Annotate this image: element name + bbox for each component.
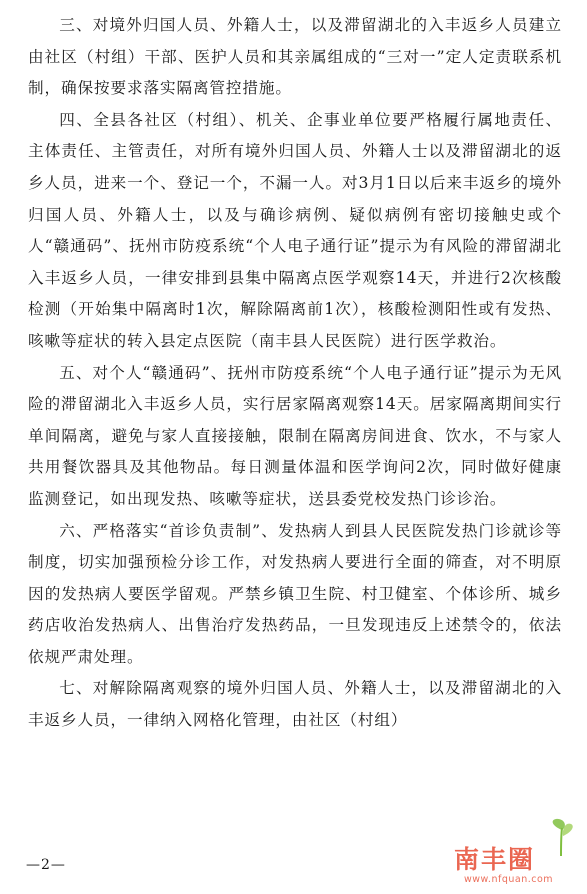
page-number: —2— [26,857,66,873]
watermark-brand: 南丰圈 [454,845,536,874]
paragraph-4: 四、全县各社区（村组）、机关、企事业单位要严格履行属地责任、主体责任、主管责任，对所有境外归国人员、外籍人士以及滞留湖北的返乡人员，进来一个、登记一个，不漏一人。对3月1日以后来丰返乡的境外归国人员、外籍人士，以及与确诊病例、疑似病例有密切接触史或个人“赣通码”、抚州市防疫系统“个人电子通行证”提示为有风险的滞留湖北入丰返乡人员，一律安排到县集中隔离点医学观察14天，并进行2次核酸检测（开始集中隔离时1次，解除隔离前1次），核酸检测阳性或有发热、咳嗽等症状的转入县定点医院（南丰县人民医院）进行医学救治。 [28,110,562,350]
paragraph-5: 五、对个人“赣通码”、抚州市防疫系统“个人电子通行证”提示为无风险的滞留湖北入丰返乡人员，实行居家隔离观察14天。居家隔离期间实行单间隔离，避免与家人直接接触，限制在隔离房间进食、饮水，不与家人共用餐饮器具及其他物品。每日测量体温和医学询问2次，同时做好健康监测登记，如出现发热、咳嗽等症状，送县委党校发热门诊诊治。 [28,363,562,508]
document-body [28,10,562,737]
paragraph-3: 三、对境外归国人员、外籍人士，以及滞留湖北的入丰返乡人员建立由社区（村组）干部、医护人员和其亲属组成的“三对一”定人定责联系机制，确保按要求落实隔离管控措施。 [28,16,562,98]
leaf-icon [546,818,576,858]
paragraph-7: 七、对解除隔离观察的境外归国人员、外籍人士，以及滞留湖北的入丰返乡人员，一律纳入网格化管理，由社区（村组） [28,679,562,730]
paragraph-6: 六、严格落实“首诊负责制”、发热病人到县人民医院发热门诊就诊等制度，切实加强预检分诊工作，对发热病人要进行全面的筛查，对不明原因的发热病人要医学留观。严禁乡镇卫生院、村卫健室、个体诊所、城乡药店收治发热病人、出售治疗发热药品，一旦发现违反上述禁令的，依法依规严肃处理。 [28,521,562,666]
watermark-url: www.nfquan.com [464,874,554,885]
site-watermark [444,814,584,892]
